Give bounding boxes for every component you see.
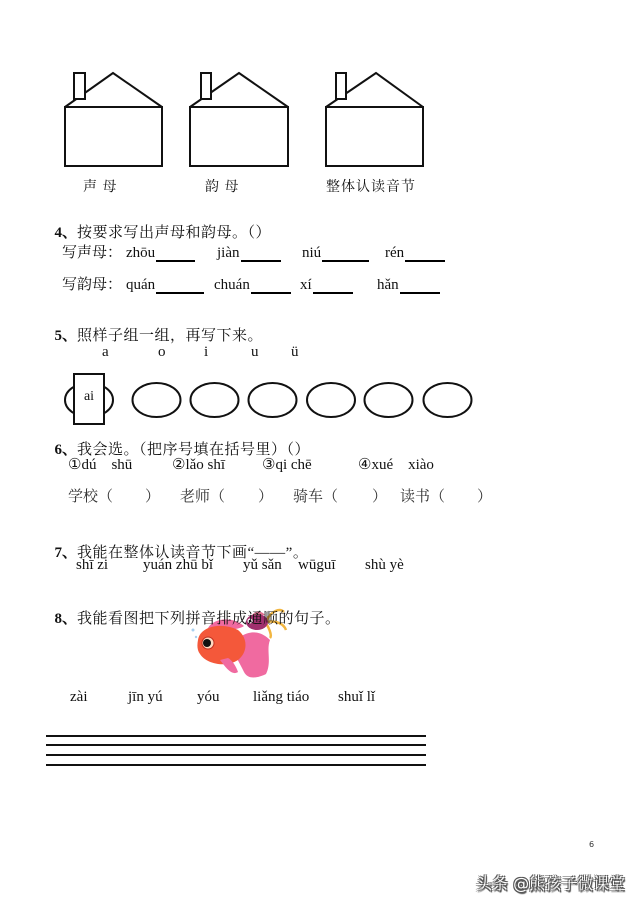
q4-row1-item1 — [126, 244, 195, 262]
oval-2 — [133, 383, 181, 417]
pinyin: jiàn — [217, 245, 240, 261]
q4-row1-item3 — [302, 244, 369, 262]
pinyin: xí — [300, 277, 312, 293]
q4-row2-item3 — [300, 276, 353, 294]
bubble — [192, 629, 195, 632]
q4-row2-item4 — [377, 276, 440, 294]
q6-blank-3-close: ） — [372, 489, 388, 505]
q8-item-3: yóu — [197, 689, 220, 705]
answer-blank — [156, 246, 195, 262]
watermark: 头条 @熊孩子微课堂 — [476, 874, 626, 893]
q6-blank-2-word: 老师（ — [180, 489, 226, 505]
q5-title: 照样子组一组，再写下来。 — [77, 328, 264, 344]
q8-item-1: zài — [70, 689, 88, 705]
house-shengmu — [65, 73, 162, 166]
house-body — [65, 107, 162, 166]
q7-item-1: shī zi — [76, 557, 109, 573]
q5-example-text: ai — [83, 389, 95, 404]
q4-heading — [47, 206, 271, 242]
pinyin: rén — [385, 245, 405, 261]
house-label-shengmu: 声 母 — [83, 180, 118, 195]
oval-5 — [307, 383, 355, 417]
q5-letter-a: a — [102, 344, 109, 360]
q8-item-5: shuǐ lǐ — [338, 689, 376, 705]
q6-option-3: ③qi chē — [262, 457, 312, 473]
q6-option-2: ②lǎo shī — [172, 457, 226, 473]
q6-blank-1-close: ） — [145, 489, 161, 505]
q5-number: 5、 — [54, 328, 78, 344]
q6-blank-4-close: ） — [477, 489, 493, 505]
q4-row1-item2 — [217, 244, 281, 262]
q5-letter-u: u — [251, 344, 259, 360]
bubble — [195, 636, 197, 638]
house-yunmu — [190, 73, 288, 166]
q7-item-2: yuán zhū bǐ — [143, 557, 213, 573]
q4-number: 4、 — [54, 225, 78, 241]
pinyin: niú — [302, 245, 322, 261]
q7-item-3: yǔ sǎn — [243, 557, 282, 573]
house-body — [326, 107, 423, 166]
q8-item-4: liǎng tiáo — [253, 689, 310, 705]
house-body — [190, 107, 288, 166]
q6-blank-2-close: ） — [258, 489, 274, 505]
q5-letter-i: i — [204, 344, 209, 360]
q6-blank-1-word: 学校（ — [68, 489, 114, 505]
q8-title: 我能看图把下列拼音排成通顺的句子。 — [77, 611, 341, 627]
q6-blank-3-word: 骑车（ — [293, 489, 339, 505]
house-zhengti — [326, 73, 423, 166]
q4-row2-item1 — [126, 276, 204, 294]
house-chimney — [336, 73, 346, 99]
q5-letter-v: ü — [291, 344, 299, 360]
q7-number: 7、 — [54, 545, 78, 561]
answer-blank — [322, 246, 369, 262]
q7-item-4: wūguī — [298, 557, 336, 573]
q8-number: 8、 — [54, 611, 78, 627]
pinyin: chuán — [214, 277, 250, 293]
answer-blank — [405, 246, 445, 262]
q6-option-4: ④xué xiào — [358, 457, 434, 473]
q5-heading — [47, 309, 263, 345]
pinyin: quán — [126, 277, 156, 293]
answer-blank — [400, 278, 440, 294]
pinyin: zhōu — [126, 245, 156, 261]
q4-row1-label: 写声母： — [62, 245, 123, 261]
big-fish-pupil — [203, 639, 211, 647]
oval-4 — [249, 383, 297, 417]
q6-heading — [47, 423, 310, 459]
q6-title: 我会选。（把序号填在括号里）（） — [77, 442, 311, 458]
answer-blank — [241, 246, 281, 262]
q7-item-5: shù yè — [365, 557, 404, 573]
house-label-yunmu: 韵 母 — [205, 180, 240, 195]
answer-blank — [251, 278, 291, 294]
answer-blank — [313, 278, 353, 294]
q5-letter-o: o — [158, 344, 166, 360]
answer-blank — [156, 278, 204, 294]
q5-ovals — [65, 383, 472, 417]
q6-blank-4-word: 读书（ — [400, 489, 446, 505]
q7-title: 我能在整体认读音节下画“——”。 — [77, 545, 309, 561]
house-label-zhengti: 整体认读音节 — [326, 180, 416, 195]
oval-3 — [191, 383, 239, 417]
q4-row2-label: 写韵母： — [62, 277, 123, 293]
q8-heading — [47, 592, 341, 628]
q6-option-1: ①dú shū — [68, 457, 133, 473]
house-chimney — [74, 73, 85, 99]
q4-row2-item2 — [214, 276, 291, 294]
oval-7 — [424, 383, 472, 417]
q8-item-2: jīn yú — [128, 689, 163, 705]
q6-number: 6、 — [54, 442, 78, 458]
q4-title: 按要求写出声母和韵母。（） — [77, 225, 272, 241]
page-number: 6 — [589, 840, 595, 849]
writing-lines — [46, 736, 426, 765]
q4-row1-item4 — [385, 244, 445, 262]
oval-6 — [365, 383, 413, 417]
house-chimney — [201, 73, 211, 99]
pinyin: hǎn — [377, 277, 399, 293]
